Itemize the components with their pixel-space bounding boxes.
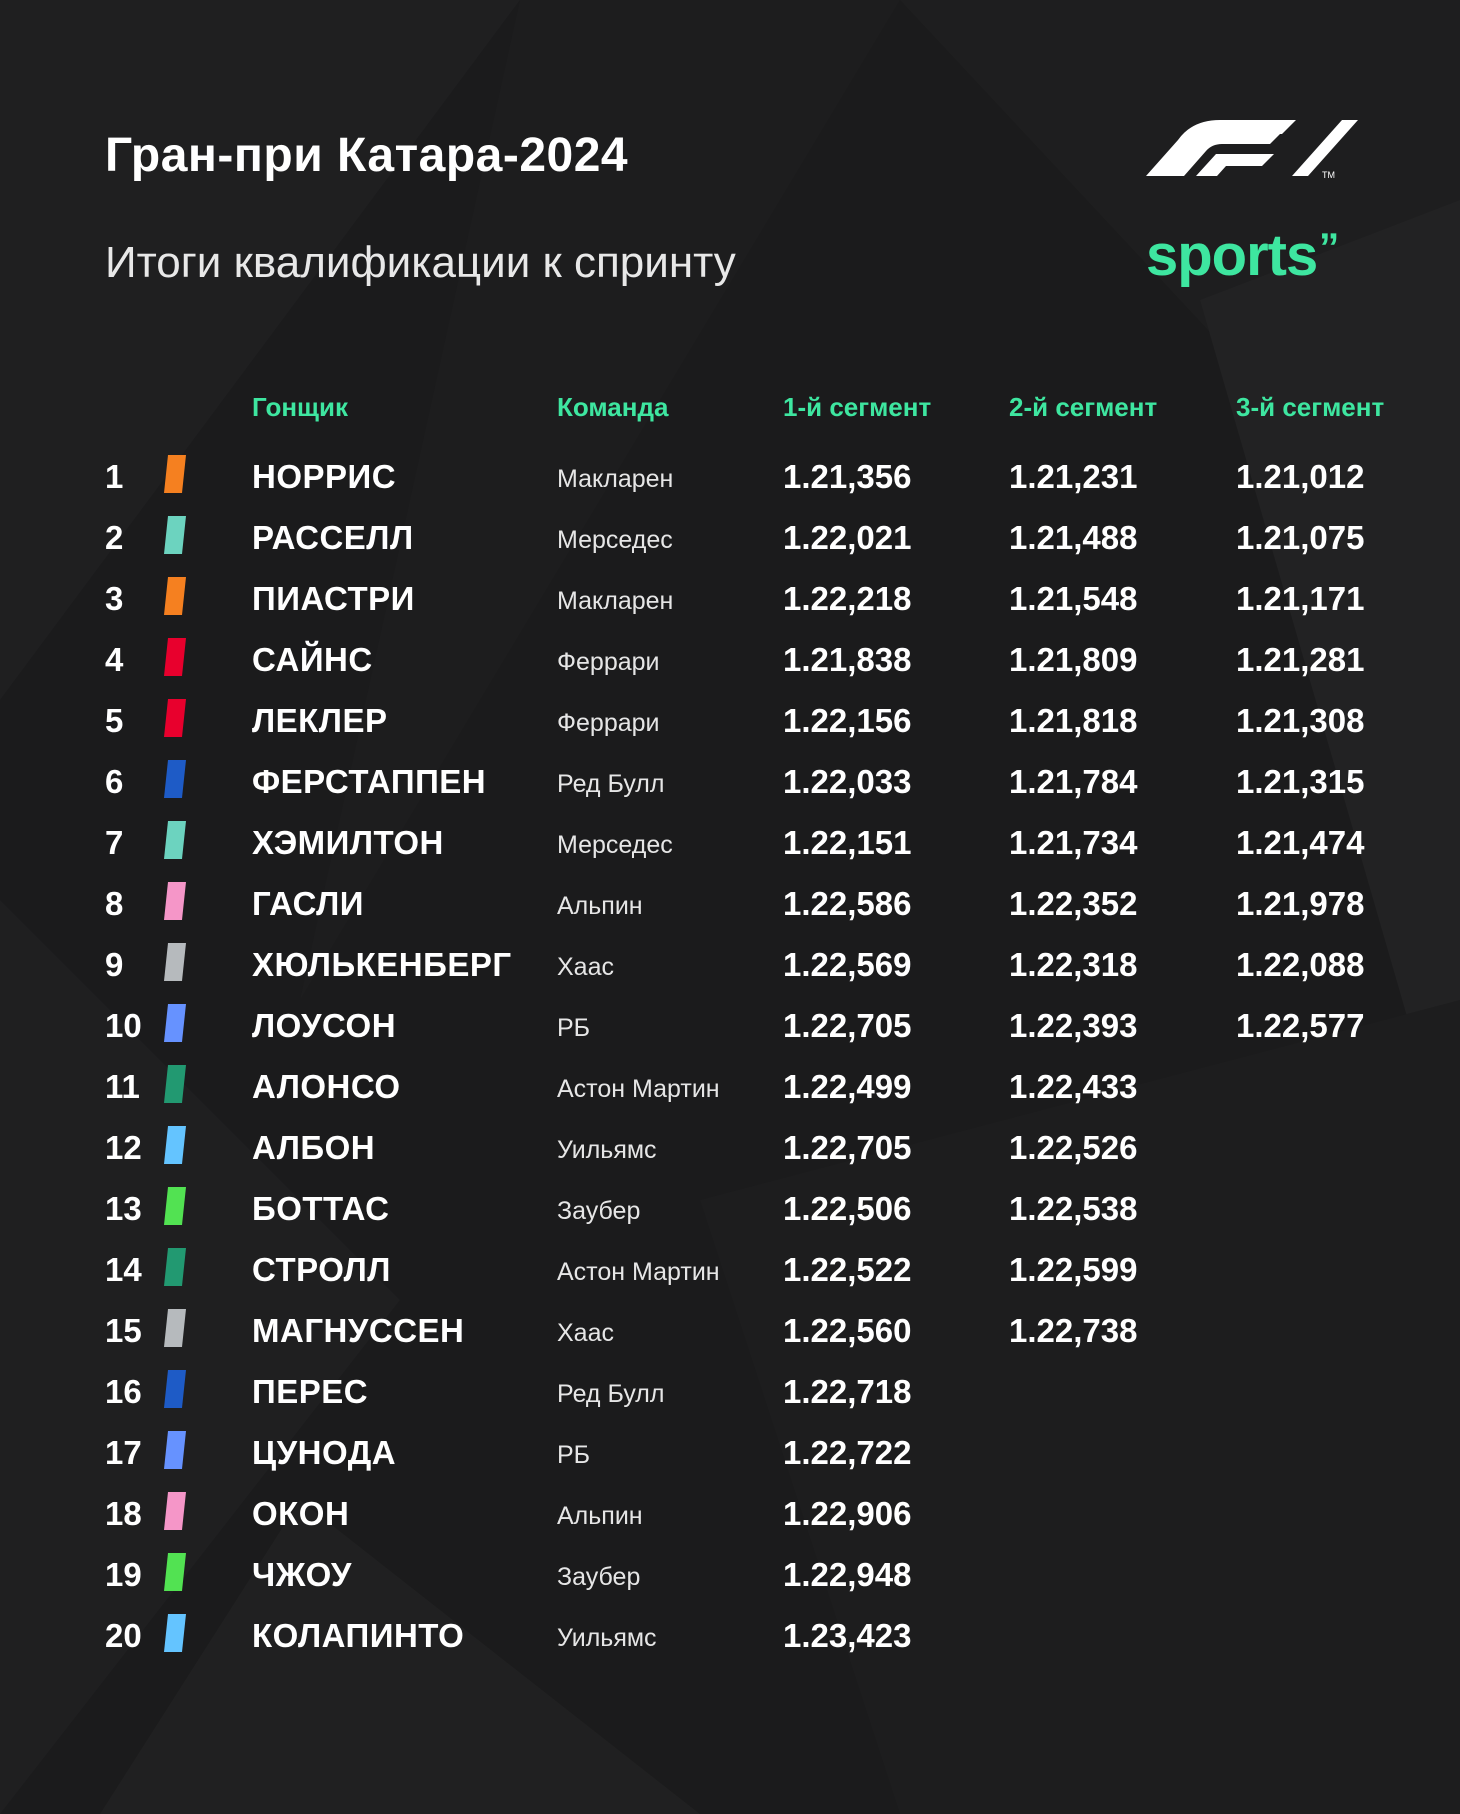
team-color-stripe <box>164 882 186 920</box>
position-number: 11 <box>105 1068 140 1105</box>
team-name: Хаас <box>557 1319 614 1347</box>
driver-name: ПЕРЕС <box>252 1373 369 1410</box>
table-row <box>0 753 1460 814</box>
column-header-segment-2: 2-й сегмент <box>1009 392 1158 422</box>
driver-name: НОРРИС <box>252 458 397 495</box>
team-color-stripe <box>164 1553 186 1591</box>
segment-2-time: 1.22,352 <box>1009 885 1138 922</box>
segment-1-time: 1.22,522 <box>783 1251 912 1288</box>
team-color-stripe <box>164 516 186 554</box>
team-name: Хаас <box>557 953 614 981</box>
position-number: 3 <box>105 580 124 617</box>
segment-3-time: 1.22,088 <box>1236 946 1365 983</box>
team-name: Макларен <box>557 465 674 493</box>
driver-name: ХЮЛЬКЕНБЕРГ <box>252 946 512 983</box>
table-row <box>0 631 1460 692</box>
segment-1-time: 1.22,560 <box>783 1312 912 1349</box>
segment-3-time: 1.21,171 <box>1236 580 1365 617</box>
segment-1-time: 1.22,705 <box>783 1007 912 1044</box>
segment-2-time: 1.21,818 <box>1009 702 1138 739</box>
segment-2-time: 1.22,526 <box>1009 1129 1138 1166</box>
table-row <box>0 1119 1460 1180</box>
team-name: Альпин <box>557 1502 643 1530</box>
sports-logo-text: sports <box>1146 223 1318 288</box>
segment-3-time: 1.21,075 <box>1236 519 1365 556</box>
team-name: Феррари <box>557 648 660 676</box>
segment-1-time: 1.22,718 <box>783 1373 912 1410</box>
driver-name: ЧЖОУ <box>252 1556 352 1593</box>
segment-2-time: 1.21,809 <box>1009 641 1138 678</box>
driver-name: БОТТАС <box>252 1190 390 1227</box>
segment-2-time: 1.22,599 <box>1009 1251 1138 1288</box>
table-row <box>0 997 1460 1058</box>
table-row <box>0 570 1460 631</box>
position-number: 18 <box>105 1495 142 1532</box>
segment-1-time: 1.22,033 <box>783 763 912 800</box>
table-row <box>0 1058 1460 1119</box>
segment-1-time: 1.23,423 <box>783 1617 912 1654</box>
driver-name: ФЕРСТАППЕН <box>252 763 487 800</box>
segment-1-time: 1.22,506 <box>783 1190 912 1227</box>
segment-2-time: 1.22,393 <box>1009 1007 1138 1044</box>
table-header <box>0 392 1460 428</box>
team-color-stripe <box>164 760 186 798</box>
segment-1-time: 1.22,499 <box>783 1068 912 1105</box>
driver-name: ПИАСТРИ <box>252 580 415 617</box>
segment-1-time: 1.22,948 <box>783 1556 912 1593</box>
segment-1-time: 1.22,705 <box>783 1129 912 1166</box>
table-row <box>0 1546 1460 1607</box>
page-subtitle: Итоги квалификации к спринту <box>105 238 736 287</box>
segment-3-time: 1.21,315 <box>1236 763 1365 800</box>
position-number: 13 <box>105 1190 142 1227</box>
table-row <box>0 1363 1460 1424</box>
table-row <box>0 1607 1460 1668</box>
team-color-stripe <box>164 1126 186 1164</box>
results-table <box>0 448 1460 1668</box>
team-color-stripe <box>164 1614 186 1652</box>
driver-name: ЦУНОДА <box>252 1434 397 1471</box>
position-number: 8 <box>105 885 124 922</box>
table-row <box>0 1485 1460 1546</box>
position-number: 1 <box>105 458 124 495</box>
table-row <box>0 1302 1460 1363</box>
team-name: Уильямс <box>557 1136 657 1164</box>
page-title: Гран-при Катара-2024 <box>105 129 629 182</box>
position-number: 16 <box>105 1373 142 1410</box>
team-name: Заубер <box>557 1563 641 1591</box>
driver-name: ГАСЛИ <box>252 885 365 922</box>
team-color-stripe <box>164 1492 186 1530</box>
team-name: Астон Мартин <box>557 1075 720 1103</box>
driver-name: СТРОЛЛ <box>252 1251 391 1288</box>
segment-2-time: 1.21,488 <box>1009 519 1138 556</box>
team-color-stripe <box>164 821 186 859</box>
segment-2-time: 1.21,734 <box>1009 824 1138 861</box>
segment-3-time: 1.21,012 <box>1236 458 1365 495</box>
team-name: Ред Булл <box>557 770 665 798</box>
segment-1-time: 1.22,218 <box>783 580 912 617</box>
table-row <box>0 1241 1460 1302</box>
table-row <box>0 448 1460 509</box>
segment-1-time: 1.21,838 <box>783 641 912 678</box>
team-name: Мерседес <box>557 831 673 859</box>
driver-name: КОЛАПИНТО <box>252 1617 465 1654</box>
segment-1-time: 1.22,722 <box>783 1434 912 1471</box>
team-name: РБ <box>557 1441 591 1469</box>
position-number: 19 <box>105 1556 142 1593</box>
segment-1-time: 1.21,356 <box>783 458 912 495</box>
team-color-stripe <box>164 455 186 493</box>
segment-2-time: 1.22,538 <box>1009 1190 1138 1227</box>
table-row <box>0 1180 1460 1241</box>
segment-2-time: 1.21,784 <box>1009 763 1138 800</box>
table-row <box>0 1424 1460 1485</box>
table-row <box>0 814 1460 875</box>
segment-2-time: 1.22,433 <box>1009 1068 1138 1105</box>
segment-1-time: 1.22,586 <box>783 885 912 922</box>
position-number: 4 <box>105 641 124 678</box>
team-color-stripe <box>164 1187 186 1225</box>
driver-name: АЛБОН <box>252 1129 376 1166</box>
segment-1-time: 1.22,906 <box>783 1495 912 1532</box>
team-name: Заубер <box>557 1197 641 1225</box>
team-color-stripe <box>164 1065 186 1103</box>
position-number: 7 <box>105 824 124 861</box>
column-header-segment-3: 3-й сегмент <box>1236 392 1385 422</box>
position-number: 9 <box>105 946 124 983</box>
team-name: Астон Мартин <box>557 1258 720 1286</box>
column-header-driver: Гонщик <box>252 392 348 422</box>
position-number: 2 <box>105 519 124 556</box>
team-color-stripe <box>164 1248 186 1286</box>
team-color-stripe <box>164 699 186 737</box>
position-number: 5 <box>105 702 124 739</box>
driver-name: ХЭМИЛТОН <box>252 824 444 861</box>
table-row <box>0 692 1460 753</box>
team-name: РБ <box>557 1014 591 1042</box>
team-name: Мерседес <box>557 526 673 554</box>
segment-2-time: 1.22,318 <box>1009 946 1138 983</box>
table-row <box>0 509 1460 570</box>
team-color-stripe <box>164 638 186 676</box>
team-color-stripe <box>164 577 186 615</box>
position-number: 6 <box>105 763 124 800</box>
segment-1-time: 1.22,569 <box>783 946 912 983</box>
sports-logo-mark: ’’ <box>1319 226 1339 270</box>
table-row <box>0 875 1460 936</box>
team-name: Альпин <box>557 892 643 920</box>
team-name: Уильямс <box>557 1624 657 1652</box>
segment-1-time: 1.22,151 <box>783 824 912 861</box>
column-header-team: Команда <box>557 392 669 422</box>
position-number: 14 <box>105 1251 142 1288</box>
segment-2-time: 1.21,548 <box>1009 580 1138 617</box>
segment-3-time: 1.21,978 <box>1236 885 1365 922</box>
driver-name: ЛОУСОН <box>252 1007 397 1044</box>
driver-name: ОКОН <box>252 1495 350 1532</box>
table-row <box>0 936 1460 997</box>
position-number: 12 <box>105 1129 142 1166</box>
team-name: Феррари <box>557 709 660 737</box>
sports-logo <box>1146 222 1338 289</box>
team-color-stripe <box>164 943 186 981</box>
segment-3-time: 1.22,577 <box>1236 1007 1365 1044</box>
team-color-stripe <box>164 1309 186 1347</box>
position-number: 17 <box>105 1434 142 1471</box>
driver-name: РАССЕЛЛ <box>252 519 414 556</box>
svg-text:TM: TM <box>1322 170 1335 178</box>
column-header-segment-1: 1-й сегмент <box>783 392 932 422</box>
segment-1-time: 1.22,156 <box>783 702 912 739</box>
team-color-stripe <box>164 1004 186 1042</box>
driver-name: АЛОНСО <box>252 1068 401 1105</box>
position-number: 20 <box>105 1617 142 1654</box>
driver-name: МАГНУССЕН <box>252 1312 465 1349</box>
f1-logo-icon <box>1146 120 1358 178</box>
segment-1-time: 1.22,021 <box>783 519 912 556</box>
segment-2-time: 1.22,738 <box>1009 1312 1138 1349</box>
segment-2-time: 1.21,231 <box>1009 458 1138 495</box>
segment-3-time: 1.21,474 <box>1236 824 1365 861</box>
segment-3-time: 1.21,308 <box>1236 702 1365 739</box>
team-name: Макларен <box>557 587 674 615</box>
driver-name: ЛЕКЛЕР <box>252 702 388 739</box>
position-number: 15 <box>105 1312 142 1349</box>
team-color-stripe <box>164 1370 186 1408</box>
team-color-stripe <box>164 1431 186 1469</box>
driver-name: САЙНС <box>252 641 373 678</box>
segment-3-time: 1.21,281 <box>1236 641 1365 678</box>
position-number: 10 <box>105 1007 142 1044</box>
team-name: Ред Булл <box>557 1380 665 1408</box>
